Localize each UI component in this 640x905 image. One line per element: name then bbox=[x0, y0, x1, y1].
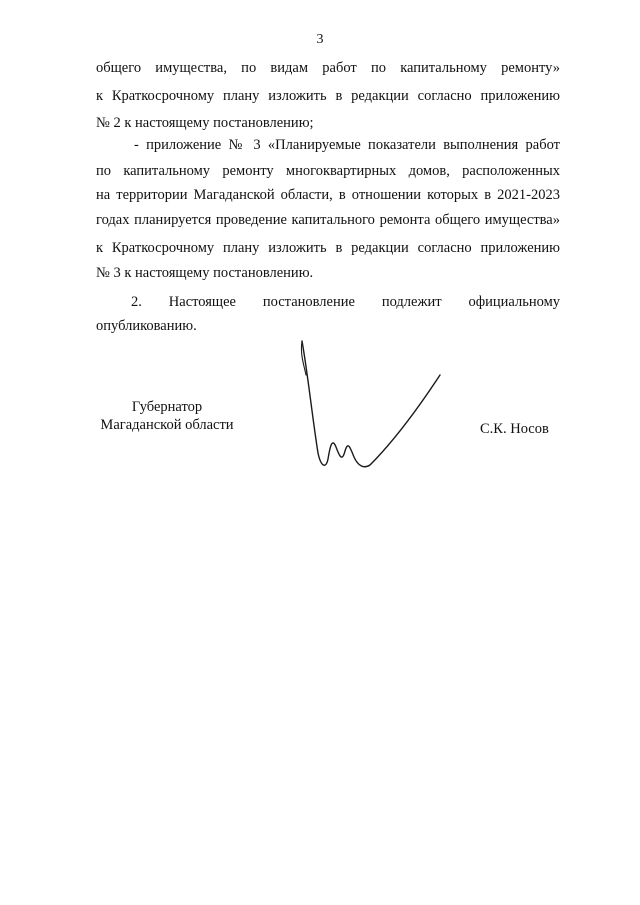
paragraph-2-line-1: - приложение № 3 «Планируемые показатели выполнения работ bbox=[134, 137, 560, 153]
paragraph-2-line-4: годах планируется проведение капитального ремонта общего имущества» bbox=[96, 212, 560, 228]
signatory-position-line-2: Магаданской области bbox=[100, 417, 234, 433]
paragraph-1-line-1: общего имущества, по видам работ по капитальному ремонту» bbox=[96, 60, 560, 76]
paragraph-2-line-2: по капитальному ремонту многоквартирных домов, расположенных bbox=[96, 163, 560, 179]
paragraph-1-line-3: № 2 к настоящему постановлению; bbox=[96, 115, 314, 131]
paragraph-3-line-1: 2. Настоящее постановление подлежит официальному bbox=[131, 294, 560, 310]
paragraph-2-line-5: к Краткосрочному плану изложить в редакции согласно приложению bbox=[96, 240, 560, 256]
signatory-position-line-1: Губернатор bbox=[131, 399, 203, 415]
handwritten-signature bbox=[290, 335, 480, 480]
signatory-name: С.К. Носов bbox=[480, 421, 549, 437]
paragraph-3-line-2: опубликованию. bbox=[96, 318, 197, 334]
signatory-position bbox=[92, 398, 242, 434]
paragraph-2-line-3: на территории Магаданской области, в отношении которых в 2021-2023 bbox=[96, 187, 560, 203]
paragraph-1-line-2: к Краткосрочному плану изложить в редакции согласно приложению bbox=[96, 88, 560, 104]
page-number: 3 bbox=[316, 32, 324, 47]
paragraph-2-line-6: № 3 к настоящему постановлению. bbox=[96, 265, 314, 281]
